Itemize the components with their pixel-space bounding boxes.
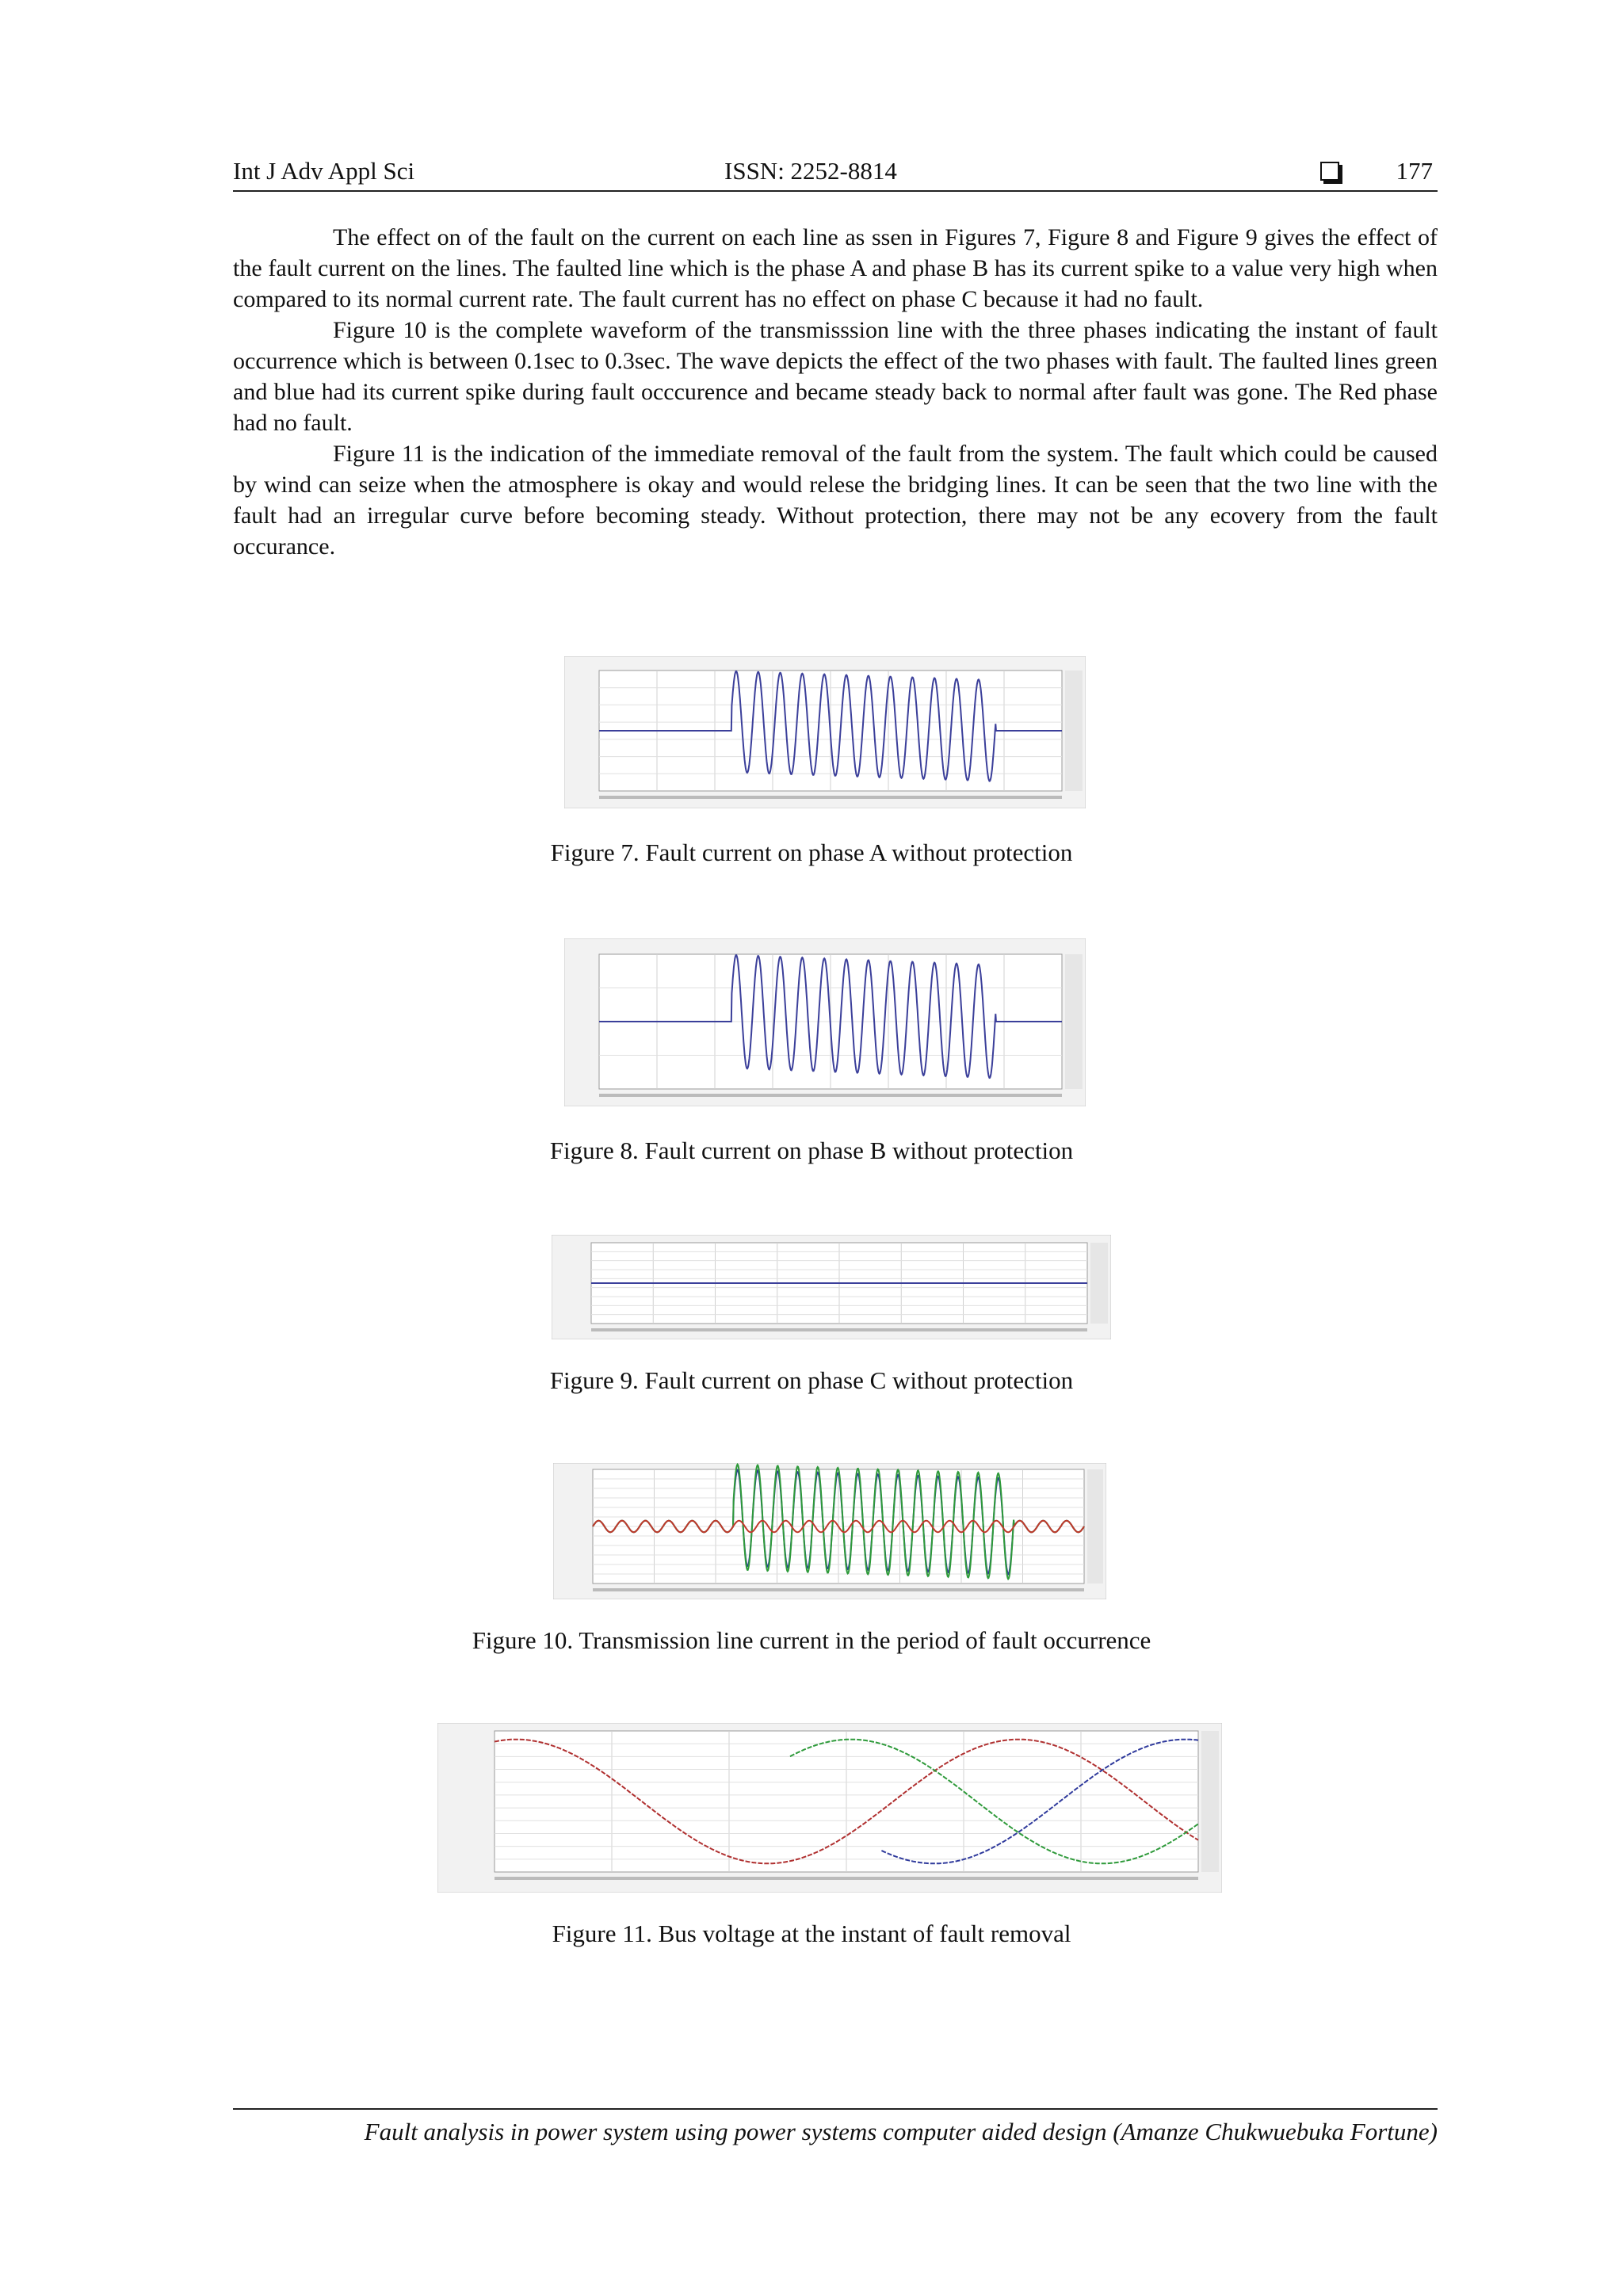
bottom-scrollbar bbox=[591, 1328, 1087, 1331]
figure-7-plot bbox=[564, 656, 1086, 808]
figure-9-caption: Figure 9. Fault current on phase C without protection bbox=[549, 1366, 1074, 1394]
figure-8-plot bbox=[564, 938, 1086, 1106]
journal-name: Int J Adv Appl Sci bbox=[233, 157, 415, 185]
figure-11-caption: Figure 11. Bus voltage at the instant of fault removal bbox=[552, 1920, 1071, 1947]
side-scrollbar bbox=[1090, 1243, 1108, 1324]
figure-11-plot bbox=[437, 1723, 1222, 1893]
page-footer: Fault analysis in power system using power systems computer aided design (Amanze Chukwuebuka Fortune) bbox=[233, 2108, 1438, 2146]
bottom-scrollbar bbox=[599, 1094, 1062, 1097]
checkbox-icon bbox=[1320, 162, 1339, 181]
page-number: 177 bbox=[1396, 157, 1433, 185]
figure-7-caption: Figure 7. Fault current on phase A without protection bbox=[550, 839, 1073, 866]
body-text bbox=[233, 222, 1438, 562]
page-header bbox=[233, 155, 1438, 192]
paragraph-3: Figure 11 is the indication of the immediate removal of the fault from the system. The fault which could be caused by wind can seize when the atmosphere is okay and would relese the bridging lines. It can be seen that the two line with the fault had an irregular curve before becoming steady. Without protection, there may not be any ecovery from the fault occurance. bbox=[233, 441, 1438, 560]
figure-9-plot bbox=[552, 1235, 1111, 1339]
fig11-chart bbox=[437, 1723, 1222, 1893]
fig7-chart bbox=[564, 656, 1086, 808]
bottom-scrollbar bbox=[495, 1877, 1198, 1880]
bottom-scrollbar bbox=[599, 796, 1062, 799]
figure-10-caption: Figure 10. Transmission line current in the period of fault occurrence bbox=[472, 1626, 1151, 1654]
issn: ISSN: 2252-8814 bbox=[724, 157, 897, 185]
fig9-chart bbox=[552, 1235, 1111, 1339]
figure-8-caption: Figure 8. Fault current on phase B without protection bbox=[549, 1137, 1074, 1164]
side-scrollbar bbox=[1065, 670, 1083, 791]
fig10-chart bbox=[553, 1463, 1106, 1599]
paragraph-2: Figure 10 is the complete waveform of the transmisssion line with the three phases indicating the instant of fault occurrence which is between 0.1sec to 0.3sec. The wave depicts the effect of the two phases with fault. The faulted lines green and blue had its current spike during fault occcurence and became steady back to normal after fault was gone. The Red phase had no fault. bbox=[233, 317, 1438, 436]
paragraph-1: The effect on of the fault on the current on each line as ssen in Figures 7, Figure 8 and Figure 9 gives the effect of the fault current on the lines. The faulted line which is the phase A and phase B has its current spike to a value very high when compared to its normal current rate. The fault current has no effect on phase C because it had no fault. bbox=[233, 224, 1438, 312]
figure-10-plot bbox=[553, 1463, 1106, 1599]
side-scrollbar bbox=[1201, 1731, 1219, 1872]
side-scrollbar bbox=[1087, 1469, 1103, 1584]
bottom-scrollbar bbox=[593, 1588, 1084, 1591]
fig8-chart bbox=[564, 938, 1086, 1106]
side-scrollbar bbox=[1065, 954, 1083, 1089]
